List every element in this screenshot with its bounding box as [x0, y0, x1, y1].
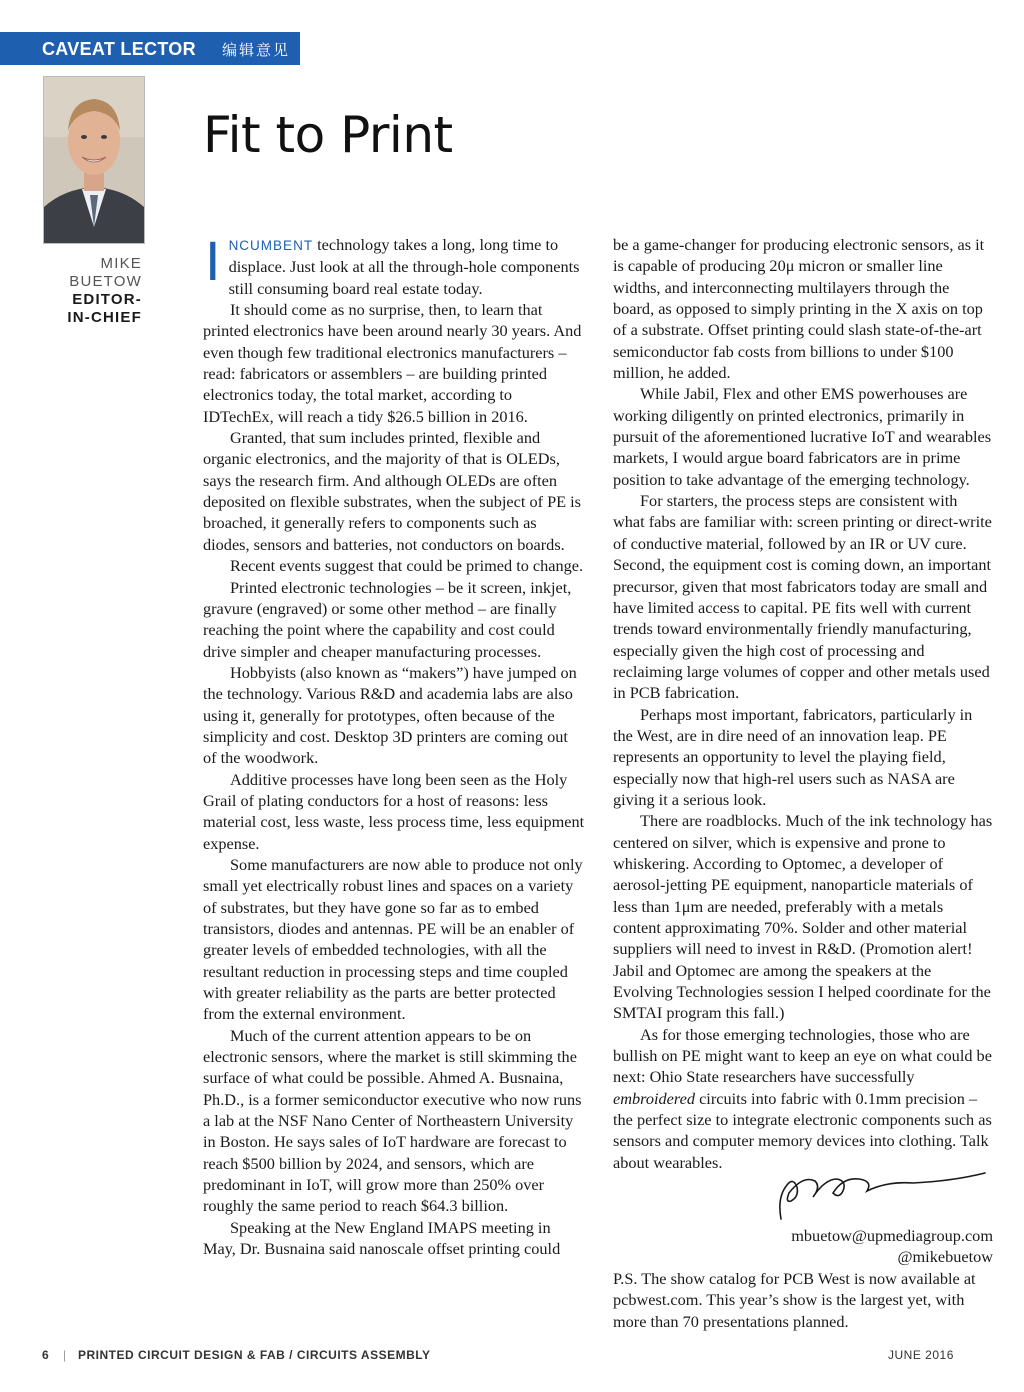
- publication-name: PRINTED CIRCUIT DESIGN & FAB / CIRCUITS ASSEMBLY: [78, 1348, 431, 1362]
- body-paragraph: Perhaps most important, fabricators, particularly in the West, are in dire need of an innovation leap. PE represents an opportunity to level the playing field, especially now that high-rel users such as NASA are giving it a serious look.: [613, 704, 973, 809]
- handwritten-signature-icon: [763, 1167, 993, 1225]
- closing-text-italic: embroidered: [613, 1088, 695, 1108]
- article-headline: Fit to Print: [203, 105, 453, 164]
- postscript: P.S. The show catalog for PCB West is now available at pcbwest.com. This year’s show is the largest yet, with more than 70 presentations planned.: [613, 1268, 976, 1331]
- closing-text-start: As for those emerging technologies, those who are bullish on PE might want to keep an eye on what could be next: Ohio State researchers have successfully: [613, 1024, 992, 1087]
- author-first-name: MIKE: [100, 255, 142, 272]
- author-role-line2: IN-CHIEF: [67, 309, 142, 326]
- body-paragraph: Granted, that sum includes printed, flexible and organic electronics, and the majority of that is OLEDs, says the research firm. And although OLEDs are often deposited on flexible substrates, when the subject of PE is broached, it generally refers to components such as diodes, sensors and batteries, not conductors on boards.: [203, 428, 582, 554]
- author-twitter: @mikebuetow: [897, 1247, 993, 1267]
- body-paragraph: Much of the current attention appears to be on electronic sensors, where the market is still skimming the surface of what could be possible. Ahmed A. Busnaina, Ph.D., is a former semiconductor executive who now runs a lab at the NSF Nano Center of Northeastern University in Boston. He says sales of IoT hardware are forecast to reach $500 billion by 2024, and sensors, which are predominant in IoT, will grow more than 250% over roughly the same period to reach $64.3 billion.: [203, 1025, 582, 1216]
- continued-paragraph: be a game-changer for producing electronic sensors, as it is capable of producing 20μ micron or smaller line widths, and interconnecting multilayers through the board, as opposed to simply printing in the X axis on top of a substrate. Offset printing could slash state-of-the-art semiconductor fab costs from billions to under $100 million, he added.: [613, 235, 985, 383]
- page-number: 6: [42, 1348, 50, 1362]
- body-paragraph: Additive processes have long been seen as the Holy Grail of plating conductors for a host of reasons: less material cost, less waste, less process time, less equipment expense.: [203, 769, 585, 853]
- body-paragraph: It should come as no surprise, then, to learn that printed electronics have been around nearly 30 years. And even though few traditional electronics manufacturers – read: fabricators or assemblers – are building printed electronics today, the total market, according to IDTechEx, will reach a tidy $26.5 billion in 2016.: [203, 300, 582, 426]
- body-paragraph: Some manufacturers are now able to produce not only small yet electrically robust lines and spaces on a variety of substrates, but they have gone so far as to embed transistors, diodes and antennas. PE will be an enabler of greater levels of embedded technologies, with all the resultant reduction in processing steps and time coupled with greater reliability as the parts are better protected from the external environment.: [203, 854, 583, 1024]
- body-paragraph: For starters, the process steps are consistent with what fabs are familiar with: screen printing or direct-write of conductive material, followed by an IR or UV cure. Second, the equipment cost is coming down, an important precursor, given that most fabricators today are small and have limited access to capital. PE fits well with current trends toward environmentally friendly manufacturing, especially given the high cost of processing and reclaiming large volumes of copper and other metals used in PCB fabrication.: [613, 491, 992, 703]
- article-column-right: [613, 234, 993, 1332]
- editor-portrait-icon: [44, 77, 144, 243]
- section-title-chinese: 编辑意见: [222, 41, 291, 59]
- body-paragraph: There are roadblocks. Much of the ink technology has centered on silver, which is expensive and prone to whiskering. According to Optomec, a developer of aerosol-jetting PE equipment, nanoparticle materials of less than 1μm are needed, preferably with a metals content approximating 70%. Solder and other material suppliers will need to invest in R&D. (Promotion alert! Jabil and Optomec are among the speakers at the Evolving Technologies session I helped coordinate for the SMTAI program this fall.): [613, 811, 993, 1023]
- article-column-left: [203, 229, 585, 1260]
- body-paragraph: Hobbyists (also known as “makers”) have jumped on the technology. Various R&D and academia labs are also using it, generally for prototypes, often because of the simplicity and cost. Desktop 3D printers are coming out of the woodwork.: [203, 662, 577, 768]
- footer-divider: |: [63, 1348, 67, 1362]
- closing-text-end: circuits into fabric with 0.1mm precision – the perfect size to integrate electronic components such as sensors and computer memory devices into clothing. Talk about wearables.: [613, 1088, 992, 1172]
- body-paragraph: Recent events suggest that could be primed to change.: [230, 556, 584, 576]
- author-email: mbuetow@upmediagroup.com: [791, 1226, 993, 1246]
- body-paragraph: Speaking at the New England IMAPS meeting in May, Dr. Busnaina said nanoscale offset printing could: [203, 1217, 561, 1259]
- body-paragraph: Printed electronic technologies – be it screen, inkjet, gravure (engraved) or some other method – are finally reaching the point where the capability and cost could drive simpler and cheaper manufacturing processes.: [203, 577, 572, 661]
- section-title: CAVEAT LECTOR: [42, 39, 196, 59]
- section-banner: [0, 32, 300, 65]
- closing-paragraph: [613, 1024, 993, 1173]
- lead-paragraph: [203, 229, 585, 299]
- lead-smallcaps: NCUMBENT: [228, 238, 314, 253]
- drop-cap: I: [205, 229, 221, 292]
- lead-text: technology takes a long, long time to displace. Just look at all the through-hole components still consuming board real estate today.: [228, 235, 580, 298]
- author-byline: [40, 255, 142, 327]
- author-role-line1: EDITOR-: [72, 291, 142, 308]
- issue-date: JUNE 2016: [888, 1348, 954, 1362]
- body-paragraph: While Jabil, Flex and other EMS powerhouses are working diligently on printed electronics, primarily in pursuit of the aforementioned lucrative IoT and wearables markets, I would argue board fabricators are in prime position to take advantage of the emerging technology.: [613, 384, 992, 489]
- editor-photo: [43, 76, 145, 244]
- author-last-name: BUETOW: [69, 273, 142, 290]
